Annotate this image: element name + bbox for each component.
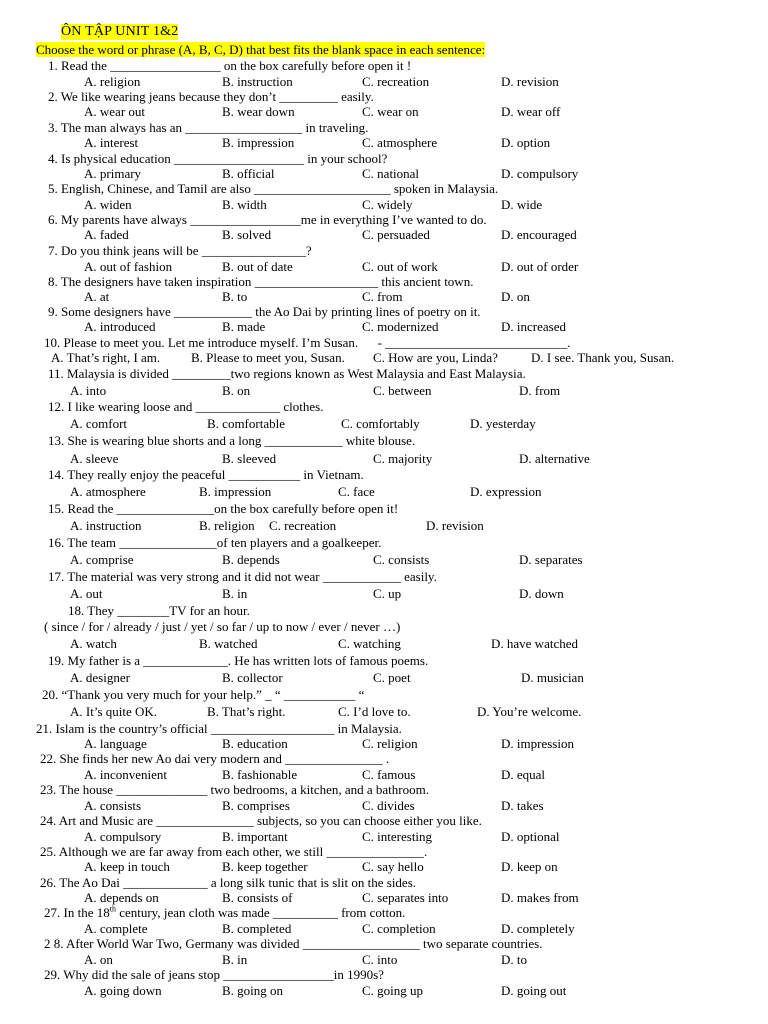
q7-option-c: C. out of work bbox=[362, 259, 438, 274]
q15-option-d: D. revision bbox=[426, 518, 484, 533]
question-16: 16. The team _______________of ten players and a goalkeeper. bbox=[48, 535, 382, 550]
q22-option-b: B. fashionable bbox=[222, 767, 298, 782]
question-9: 9. Some designers have ____________ the Ao Dai by printing lines of poetry on it. bbox=[48, 304, 481, 319]
q11-option-c: C. between bbox=[373, 383, 432, 398]
q22-option-d: D. equal bbox=[501, 767, 546, 782]
question-14: 14. They really enjoy the peaceful ___________ in Vietnam. bbox=[48, 467, 364, 482]
question-11: 11. Malaysia is divided _________two regions known as West Malaysia and East Malaysia. bbox=[48, 366, 526, 381]
q26-option-c: C. separates into bbox=[362, 890, 449, 905]
q19-option-a: A. designer bbox=[70, 670, 130, 685]
q12-option-c: C. comfortably bbox=[341, 416, 420, 431]
q7-option-b: B. out of date bbox=[222, 259, 293, 274]
q16-option-b: B. depends bbox=[222, 552, 280, 567]
q9-option-a: A. introduced bbox=[84, 319, 156, 334]
q8-option-a: A. at bbox=[84, 289, 110, 304]
q17-option-c: C. up bbox=[373, 586, 402, 601]
q13-option-b: B. sleeved bbox=[222, 451, 277, 466]
q19-option-c: C. poet bbox=[373, 670, 411, 685]
q3-option-c: C. atmosphere bbox=[362, 135, 438, 150]
q11-option-d: D. from bbox=[519, 383, 561, 398]
q13-option-c: C. majority bbox=[373, 451, 433, 466]
q18-option-c: C. watching bbox=[338, 636, 401, 651]
q27-option-a: A. complete bbox=[84, 921, 148, 936]
q8-option-d: D. on bbox=[501, 289, 530, 304]
question-2: 2. We like wearing jeans because they don’t _________ easily. bbox=[48, 89, 374, 104]
q9-option-d: D. increased bbox=[501, 319, 566, 334]
q4-option-d: D. compulsory bbox=[501, 166, 579, 181]
q24-option-d: D. optional bbox=[501, 829, 560, 844]
q11-option-b: B. on bbox=[222, 383, 251, 398]
instructions: Choose the word or phrase (A, B, C, D) that best fits the blank space in each sentence: bbox=[36, 42, 486, 57]
question-8: 8. The designers have taken inspiration ___________________ this ancient town. bbox=[48, 274, 474, 289]
question-28: 2 8. After World War Two, Germany was divided __________________ two separate countries. bbox=[44, 936, 543, 951]
q17-option-a: A. out bbox=[70, 586, 103, 601]
question-26: 26. The Ao Dai _____________ a long silk tunic that is slit on the sides. bbox=[40, 875, 417, 890]
q29-option-a: A. going down bbox=[84, 983, 162, 998]
q24-option-a: A. compulsory bbox=[84, 829, 162, 844]
q28-option-b: B. in bbox=[222, 952, 248, 967]
q19-option-b: B. collector bbox=[222, 670, 283, 685]
question-4: 4. Is physical education ____________________ in your school? bbox=[48, 151, 388, 166]
q28-option-a: A. on bbox=[84, 952, 113, 967]
q2-option-c: C. wear on bbox=[362, 104, 419, 119]
q5-option-d: D. wide bbox=[501, 197, 543, 212]
q13-option-a: A. sleeve bbox=[70, 451, 119, 466]
q8-option-b: B. to bbox=[222, 289, 248, 304]
q21-option-a: A. language bbox=[84, 736, 147, 751]
q29-option-c: C. going up bbox=[362, 983, 424, 998]
question-5: 5. English, Chinese, and Tamil are also _____________________ spoken in Malaysia. bbox=[48, 181, 499, 196]
page-title: ÔN TẬP UNIT 1&2 bbox=[61, 24, 179, 39]
q11-option-a: A. into bbox=[70, 383, 107, 398]
q14-option-a: A. atmosphere bbox=[70, 484, 146, 499]
question-1: 1. Read the _________________ on the box carefully before open it ! bbox=[48, 58, 412, 73]
q12-option-d: D. yesterday bbox=[470, 416, 536, 431]
q29-option-b: B. going on bbox=[222, 983, 284, 998]
q19-option-d: D. musician bbox=[521, 670, 584, 685]
q23-option-d: D. takes bbox=[501, 798, 544, 813]
q17-option-d: D. down bbox=[519, 586, 564, 601]
q8-option-c: C. from bbox=[362, 289, 403, 304]
q16-option-c: C. consists bbox=[373, 552, 430, 567]
q3-option-a: A. interest bbox=[84, 135, 139, 150]
q2-option-a: A. wear out bbox=[84, 104, 146, 119]
question-12: 12. I like wearing loose and _____________ clothes. bbox=[48, 399, 324, 414]
question-25: 25. Although we are far away from each other, we still _______________. bbox=[40, 844, 428, 859]
q12-option-b: B. comfortable bbox=[207, 416, 285, 431]
q1-option-b: B. instruction bbox=[222, 74, 293, 89]
question-10: 10. Please to meet you. Let me introduce myself. I’m Susan. - ____________________________. bbox=[44, 335, 571, 350]
q12-option-a: A. comfort bbox=[70, 416, 128, 431]
q27-option-d: D. completely bbox=[501, 921, 575, 936]
q18-option-a: A. watch bbox=[70, 636, 117, 651]
q2-option-b: B. wear down bbox=[222, 104, 295, 119]
q27-option-c: C. completion bbox=[362, 921, 436, 936]
q15-option-b: B. religion bbox=[199, 518, 255, 533]
question-24: 24. Art and Music are _______________ subjects, so you can choose either you like. bbox=[40, 813, 482, 828]
question-21: 21. Islam is the country’s official ___________________ in Malaysia. bbox=[36, 721, 402, 736]
q22-option-c: C. famous bbox=[362, 767, 416, 782]
q1-option-a: A. religion bbox=[84, 74, 141, 89]
q26-option-a: A. depends on bbox=[84, 890, 159, 905]
q7-option-a: A. out of fashion bbox=[84, 259, 173, 274]
q20-option-a: A. It’s quite OK. bbox=[70, 704, 158, 719]
q25-option-b: B. keep together bbox=[222, 859, 308, 874]
q5-option-c: C. widely bbox=[362, 197, 413, 212]
q14-option-d: D. expression bbox=[470, 484, 542, 499]
question-19: 19. My father is a _____________. He has written lots of famous poems. bbox=[48, 653, 429, 668]
question-27 bbox=[44, 905, 405, 920]
q29-option-d: D. going out bbox=[501, 983, 567, 998]
q22-option-a: A. inconvenient bbox=[84, 767, 168, 782]
question-20: 20. “Thank you very much for your help.” _ “ ___________ “ bbox=[42, 687, 365, 702]
q18-option-d: D. have watched bbox=[491, 636, 578, 651]
q23-option-a: A. consists bbox=[84, 798, 142, 813]
q25-option-d: D. keep on bbox=[501, 859, 558, 874]
question-15: 15. Read the _______________on the box carefully before open it! bbox=[48, 501, 399, 516]
q18-hint: ( since / for / already / just / yet / so far / up to now / ever / never …) bbox=[44, 619, 401, 634]
q18-option-b: B. watched bbox=[199, 636, 258, 651]
question-23: 23. The house ______________ two bedrooms, a kitchen, and a bathroom. bbox=[40, 782, 429, 797]
q10-option-c: C. How are you, Linda? bbox=[373, 350, 498, 365]
q17-option-b: B. in bbox=[222, 586, 248, 601]
q27-superscript: th bbox=[109, 904, 116, 914]
q1-option-d: D. revision bbox=[501, 74, 559, 89]
q23-option-b: B. comprises bbox=[222, 798, 290, 813]
q6-option-b: B. solved bbox=[222, 227, 272, 242]
q25-option-a: A. keep in touch bbox=[84, 859, 170, 874]
q7-option-d: D. out of order bbox=[501, 259, 579, 274]
q21-option-d: D. impression bbox=[501, 736, 574, 751]
question-17: 17. The material was very strong and it did not wear ____________ easily. bbox=[48, 569, 437, 584]
q24-option-b: B. important bbox=[222, 829, 288, 844]
q10-option-a: A. That’s right, I am. bbox=[51, 350, 161, 365]
q20-option-b: B. That’s right. bbox=[207, 704, 286, 719]
q4-option-a: A. primary bbox=[84, 166, 142, 181]
question-3: 3. The man always has an __________________ in traveling. bbox=[48, 120, 369, 135]
q13-option-d: D. alternative bbox=[519, 451, 590, 466]
q1-option-c: C. recreation bbox=[362, 74, 430, 89]
q14-option-c: C. face bbox=[338, 484, 375, 499]
q16-option-a: A. comprise bbox=[70, 552, 134, 567]
q10-option-b: B. Please to meet you, Susan. bbox=[191, 350, 345, 365]
q9-option-c: C. modernized bbox=[362, 319, 439, 334]
q14-option-b: B. impression bbox=[199, 484, 272, 499]
q27-text-end: century, jean cloth was made __________ from cotton. bbox=[115, 905, 406, 920]
q2-option-d: D. wear off bbox=[501, 104, 561, 119]
question-7: 7. Do you think jeans will be ________________? bbox=[48, 243, 312, 258]
q10-option-d: D. I see. Thank you, Susan. bbox=[531, 350, 675, 365]
q28-option-c: C. into bbox=[362, 952, 398, 967]
q21-option-c: C. religion bbox=[362, 736, 418, 751]
q4-option-b: B. official bbox=[222, 166, 275, 181]
question-6: 6. My parents have always _________________me in everything I’ve wanted to do. bbox=[48, 212, 487, 227]
q25-option-c: C. say hello bbox=[362, 859, 424, 874]
question-22: 22. She finds her new Ao dai very modern and _______________ . bbox=[40, 751, 390, 766]
question-29: 29. Why did the sale of jeans stop _________________in 1990s? bbox=[44, 967, 384, 982]
q15-option-a: A. instruction bbox=[70, 518, 142, 533]
q20-option-c: C. I’d love to. bbox=[338, 704, 411, 719]
q27-option-b: B. completed bbox=[222, 921, 292, 936]
q15-option-c: C. recreation bbox=[269, 518, 337, 533]
q26-option-b: B. consists of bbox=[222, 890, 293, 905]
q5-option-a: A. widen bbox=[84, 197, 132, 212]
q20-option-d: D. You’re welcome. bbox=[477, 704, 582, 719]
q26-option-d: D. makes from bbox=[501, 890, 579, 905]
q3-option-d: D. option bbox=[501, 135, 551, 150]
question-18: 18. They ________TV for an hour. bbox=[68, 603, 250, 618]
q23-option-c: C. divides bbox=[362, 798, 415, 813]
q28-option-d: D. to bbox=[501, 952, 527, 967]
q21-option-b: B. education bbox=[222, 736, 288, 751]
q3-option-b: B. impression bbox=[222, 135, 295, 150]
q6-option-d: D. encouraged bbox=[501, 227, 577, 242]
q6-option-a: A. faded bbox=[84, 227, 129, 242]
q6-option-c: C. persuaded bbox=[362, 227, 430, 242]
q24-option-c: C. interesting bbox=[362, 829, 433, 844]
q5-option-b: B. width bbox=[222, 197, 267, 212]
q16-option-d: D. separates bbox=[519, 552, 583, 567]
q9-option-b: B. made bbox=[222, 319, 266, 334]
question-13: 13. She is wearing blue shorts and a long ____________ white blouse. bbox=[48, 433, 416, 448]
q27-text-start: 27. In the 18 bbox=[44, 905, 110, 920]
q4-option-c: C. national bbox=[362, 166, 420, 181]
